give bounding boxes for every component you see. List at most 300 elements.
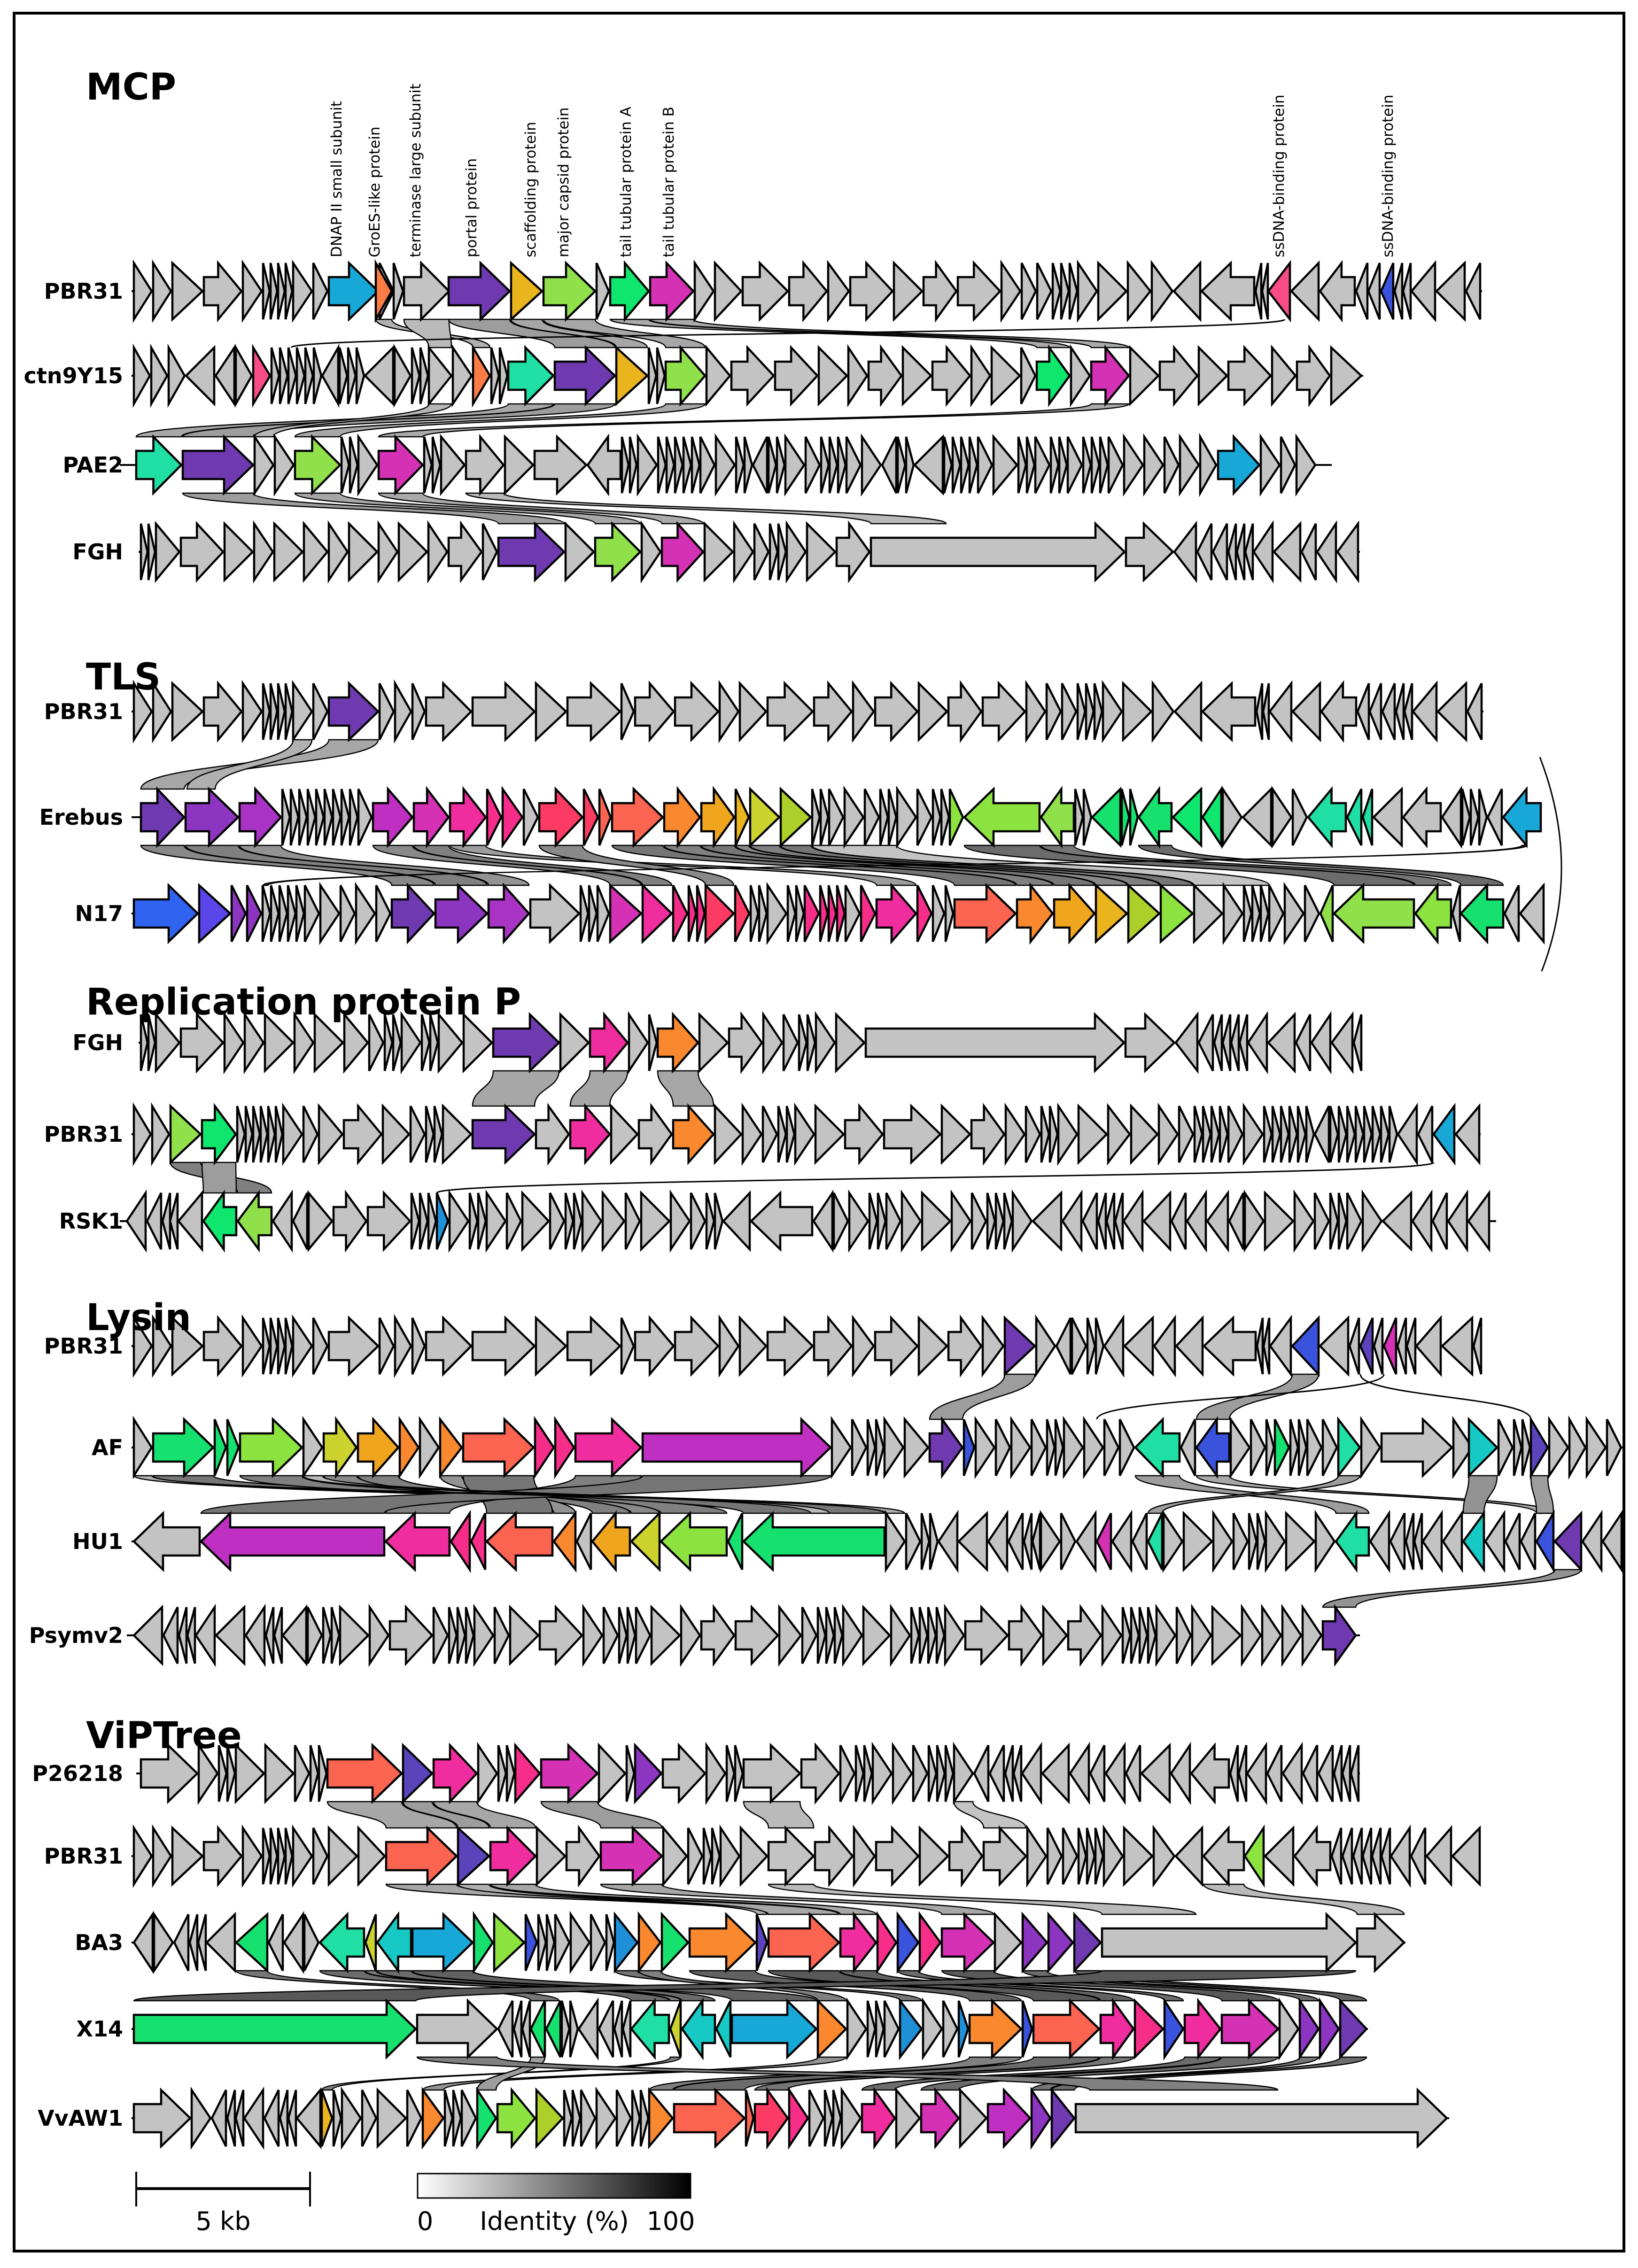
gene-arrow	[816, 1014, 835, 1071]
gene-arrow	[1199, 1014, 1213, 1071]
gene-arrow	[1213, 1513, 1232, 1570]
gene-arrow	[1001, 263, 1020, 319]
gene-arrow	[1064, 1419, 1083, 1476]
genome-label-pbr31: PBR31	[44, 699, 123, 724]
gene-arrow	[1603, 1513, 1622, 1570]
gene-arrow	[453, 348, 472, 404]
gene-arrow	[134, 1513, 200, 1570]
gene-arrow	[842, 2090, 861, 2146]
gene-arrow	[1140, 1607, 1147, 1664]
gene-arrow	[440, 1419, 462, 1476]
gene-arrow	[1126, 1014, 1174, 1071]
gene-arrow	[1360, 1318, 1373, 1374]
gene-arrow	[1058, 1106, 1077, 1162]
gene-arrow	[295, 437, 340, 493]
section-tls	[39, 656, 1561, 971]
gene-function-label: ssDNA-binding protein	[1271, 94, 1288, 257]
gene-arrow	[327, 1745, 402, 1802]
gene-arrow	[1179, 1106, 1193, 1162]
gene-arrow	[835, 1607, 842, 1664]
gene-arrow	[293, 683, 312, 740]
gene-arrow	[943, 2001, 957, 2057]
gene-arrow	[153, 1419, 213, 1476]
gene-arrow	[1014, 1745, 1021, 1802]
gene-arrow	[571, 1914, 590, 1971]
gene-arrow	[723, 1193, 750, 1249]
gene-arrow	[190, 1914, 197, 1971]
gene-arrow	[1315, 1106, 1329, 1162]
gene-arrow	[880, 789, 888, 845]
gene-arrow	[350, 789, 357, 845]
gene-arrow	[1164, 1513, 1182, 1570]
gene-arrow	[153, 1828, 171, 1884]
gene-arrow	[1083, 437, 1091, 493]
gene-arrow	[920, 1828, 948, 1884]
gene-arrow	[1130, 348, 1158, 404]
gene-arrow	[691, 1193, 705, 1249]
gene-arrow	[775, 348, 817, 404]
gene-arrow	[1101, 2001, 1133, 2057]
gene-arrow	[933, 885, 944, 942]
gene-arrow	[799, 1014, 807, 1071]
gene-arrow	[276, 1106, 282, 1162]
gene-arrow	[334, 2090, 341, 2146]
gene-arrow	[1531, 1419, 1548, 1476]
gene-arrow	[1503, 789, 1541, 845]
gene-arrow	[293, 1193, 307, 1249]
gene-arrow	[611, 1106, 637, 1162]
gene-arrow	[365, 348, 393, 404]
gene-arrow	[370, 1607, 388, 1664]
gene-arrow	[983, 1318, 1003, 1374]
gene-arrow	[1452, 1828, 1480, 1884]
gene-arrow	[1270, 1318, 1291, 1374]
gene-arrow	[1054, 885, 1095, 942]
gene-arrow	[426, 683, 471, 740]
gene-arrow	[1281, 1106, 1289, 1162]
gene-arrow	[134, 1106, 151, 1162]
gene-arrow	[843, 1607, 862, 1664]
gene-arrow	[1152, 263, 1172, 319]
gene-arrow	[152, 1106, 169, 1162]
gene-arrow	[435, 885, 487, 942]
gene-arrow	[1037, 263, 1051, 319]
gene-arrow	[1171, 1745, 1190, 1802]
gene-arrow	[1098, 1193, 1106, 1249]
gene-arrow	[964, 1419, 974, 1476]
gene-arrow	[1403, 263, 1411, 319]
gene-arrow	[204, 683, 241, 740]
gene-arrow	[288, 348, 296, 404]
gene-arrow	[1104, 1419, 1118, 1476]
gene-arrow	[1033, 2001, 1099, 2057]
gene-arrow	[1273, 789, 1291, 845]
gene-arrow	[268, 1106, 275, 1162]
gene-arrow	[1442, 1318, 1472, 1374]
gene-arrow	[1005, 1745, 1013, 1802]
gene-arrow	[271, 1828, 277, 1884]
gene-arrow	[400, 1419, 419, 1476]
gene-arrow	[946, 885, 953, 942]
gene-arrow	[1033, 1193, 1061, 1249]
gene-arrow	[390, 1607, 432, 1664]
gene-arrow	[1212, 1607, 1241, 1664]
gene-arrow	[954, 1745, 973, 1802]
gene-arrow	[1180, 437, 1199, 493]
gene-arrow	[313, 1318, 327, 1374]
gene-arrow	[263, 885, 270, 942]
gene-arrow	[163, 1193, 170, 1249]
gene-arrow	[510, 1607, 538, 1664]
gene-arrow	[735, 1745, 743, 1802]
gene-arrow	[147, 1193, 161, 1249]
gene-arrow	[706, 348, 730, 404]
gene-arrow	[305, 348, 313, 404]
gene-arrow	[1297, 348, 1330, 404]
gene-arrow	[207, 1914, 235, 1971]
gene-arrow	[134, 1419, 152, 1476]
gene-arrow	[449, 1607, 457, 1664]
gene-arrow	[706, 885, 734, 942]
gene-arrow	[690, 1914, 755, 1971]
gene-arrow	[628, 1607, 635, 1664]
gene-arrow	[584, 789, 598, 845]
gene-arrow	[894, 263, 922, 319]
gene-arrow	[1204, 1318, 1256, 1374]
homology-link	[1196, 1374, 1319, 1419]
gene-arrow	[856, 1745, 863, 1802]
gene-arrow	[1391, 1828, 1410, 1884]
gene-arrow	[313, 683, 327, 740]
gene-arrow	[597, 2090, 615, 2146]
gene-arrow	[394, 263, 403, 319]
gene-arrow	[1281, 437, 1295, 493]
gene-arrow	[582, 1193, 601, 1249]
gene-arrow	[134, 348, 150, 404]
gene-arrow	[682, 2001, 715, 2057]
gene-arrow	[1351, 1745, 1359, 1802]
gene-arrow	[236, 2090, 243, 2146]
gene-arrow	[619, 1607, 627, 1664]
gene-arrow	[626, 1193, 640, 1249]
gene-arrow	[1265, 1193, 1293, 1249]
gene-arrow	[1252, 885, 1260, 942]
gene-arrow	[604, 1607, 618, 1664]
homology-line	[1097, 1374, 1384, 1419]
gene-arrow	[598, 885, 609, 942]
gene-arrow	[1245, 1193, 1264, 1249]
gene-arrow	[350, 437, 357, 493]
gene-arrow	[1485, 1513, 1504, 1570]
gene-arrow	[1032, 1419, 1046, 1476]
gene-arrow	[151, 348, 167, 404]
gene-arrow	[932, 348, 970, 404]
gene-arrow	[313, 1828, 327, 1884]
gene-arrow	[395, 348, 411, 404]
gene-arrow	[657, 348, 665, 404]
gene-arrow	[253, 348, 270, 404]
gene-arrow	[1343, 1745, 1350, 1802]
section-replication-protein-p	[44, 981, 1496, 1249]
gene-arrow	[1124, 1828, 1152, 1884]
section-title: TLS	[86, 656, 161, 698]
gene-arrow	[1112, 1513, 1131, 1570]
gene-arrow	[429, 348, 451, 404]
gene-arrow	[225, 524, 253, 580]
gene-arrow	[854, 1828, 875, 1884]
gene-arrow	[562, 2001, 569, 2057]
gene-arrow	[1448, 1193, 1467, 1249]
gene-arrow	[1247, 1745, 1266, 1802]
gene-arrow	[236, 348, 252, 404]
gene-arrow	[965, 1607, 1008, 1664]
gene-arrow	[1072, 1318, 1086, 1374]
gene-arrow	[1087, 1828, 1095, 1884]
gene-arrow	[134, 2001, 416, 2057]
gene-arrow	[988, 2090, 1030, 2146]
gene-arrow	[944, 437, 952, 493]
gene-arrow	[329, 1318, 378, 1374]
gene-arrow	[1047, 1419, 1055, 1476]
gene-arrow	[838, 437, 846, 493]
gene-arrow	[706, 1193, 714, 1249]
gene-arrow	[1269, 885, 1283, 942]
gene-arrow	[802, 1607, 816, 1664]
gene-arrow	[420, 1193, 427, 1249]
gene-arrow	[426, 1318, 471, 1374]
gene-arrow	[1109, 437, 1123, 493]
gene-arrow	[1234, 1513, 1248, 1570]
gene-arrow	[1231, 1419, 1250, 1476]
gene-arrow	[805, 885, 819, 942]
gene-arrow	[1009, 1513, 1023, 1570]
gene-arrow	[1095, 683, 1102, 740]
gene-arrow	[273, 1193, 292, 1249]
gene-arrow	[202, 1106, 236, 1162]
gene-arrow	[246, 1607, 264, 1664]
gene-arrow	[1257, 683, 1262, 740]
gene-arrow	[1382, 1419, 1452, 1476]
gene-arrow	[875, 683, 917, 740]
gene-arrow	[1148, 1513, 1162, 1570]
gene-arrow	[386, 1513, 450, 1570]
gene-arrow	[253, 1106, 260, 1162]
gene-arrow	[1159, 1106, 1178, 1162]
gene-arrow	[902, 1193, 921, 1249]
gene-arrow	[806, 437, 820, 493]
homology-link	[1203, 1884, 1404, 1914]
gene-arrow	[583, 1607, 602, 1664]
gene-arrow	[622, 437, 629, 493]
gene-arrow	[1296, 437, 1315, 493]
gene-arrow	[848, 348, 867, 404]
gene-arrow	[960, 2090, 986, 2146]
gene-arrow	[342, 789, 349, 845]
identity-max-label: 100	[646, 2206, 695, 2236]
gene-arrow	[662, 1914, 688, 1971]
gene-arrow	[731, 348, 774, 404]
gene-arrow	[365, 1914, 376, 1971]
gene-arrow	[1263, 683, 1269, 740]
gene-arrow	[1231, 1014, 1239, 1071]
gene-arrow	[203, 1193, 236, 1249]
gene-arrow	[333, 789, 341, 845]
gene-arrow	[236, 1914, 267, 1971]
gene-arrow	[1154, 1318, 1175, 1374]
gene-arrow	[1131, 1106, 1157, 1162]
gene-arrow	[1006, 1106, 1025, 1162]
gene-arrow	[1521, 1513, 1535, 1570]
gene-arrow	[812, 789, 820, 845]
genome-label-fgh: FGH	[72, 1030, 123, 1055]
gene-arrow	[323, 1607, 331, 1664]
gene-arrow	[295, 1745, 309, 1802]
gene-arrow	[296, 885, 304, 942]
gene-arrow	[357, 348, 364, 404]
gene-arrow	[1154, 1828, 1174, 1884]
gene-arrow	[1222, 2001, 1278, 2057]
gene-arrow	[1396, 683, 1404, 740]
gene-arrow	[1268, 1014, 1295, 1071]
gene-arrow	[308, 1607, 322, 1664]
gene-arrow	[1243, 789, 1271, 845]
gene-arrow	[641, 1193, 669, 1249]
gene-arrow	[1017, 885, 1053, 942]
gene-arrow	[649, 348, 656, 404]
gene-arrow	[630, 437, 637, 493]
gene-arrow	[1300, 2001, 1319, 2057]
gene-arrow	[675, 683, 718, 740]
gene-arrow	[755, 2090, 788, 2146]
gene-arrow	[1463, 1513, 1484, 1570]
gene-arrow	[240, 1419, 302, 1476]
gene-arrow	[1405, 683, 1412, 740]
gene-arrow	[497, 2090, 535, 2146]
gene-arrow	[701, 1607, 734, 1664]
gene-arrow	[1164, 437, 1179, 493]
genome-label-n17: N17	[75, 901, 123, 926]
homology-link	[954, 1802, 1026, 1828]
gene-arrow	[280, 348, 287, 404]
gene-arrow	[1213, 524, 1227, 580]
gene-arrow	[1041, 1106, 1049, 1162]
gene-arrow	[673, 885, 687, 942]
gene-arrow	[616, 348, 647, 404]
gene-arrow	[906, 1513, 920, 1570]
gene-arrow	[849, 1193, 868, 1249]
gene-arrow	[821, 437, 829, 493]
gene-arrow	[341, 885, 355, 942]
gene-arrow	[700, 437, 714, 493]
gene-arrow	[681, 1607, 700, 1664]
gene-arrow	[837, 524, 869, 580]
gene-arrow	[671, 1193, 690, 1249]
gene-arrow	[911, 1607, 919, 1664]
gene-arrow	[247, 885, 261, 942]
gene-arrow	[643, 885, 672, 942]
gene-arrow	[1466, 263, 1480, 319]
gene-arrow	[1264, 1106, 1272, 1162]
gene-arrow	[623, 2001, 630, 2057]
gene-arrow	[1135, 1419, 1180, 1476]
gene-arrow	[941, 789, 949, 845]
gene-arrow	[1228, 524, 1236, 580]
gene-arrow	[1285, 885, 1304, 942]
gene-arrow	[663, 1828, 687, 1884]
gene-arrow	[1126, 524, 1173, 580]
gene-arrow	[814, 683, 852, 740]
gene-arrow	[1036, 1318, 1055, 1374]
gene-arrow	[833, 2090, 841, 2146]
gene-arrow	[392, 885, 434, 942]
gene-arrow	[915, 437, 943, 493]
gene-arrow	[658, 437, 666, 493]
gene-arrow	[286, 683, 292, 740]
gene-arrow	[716, 437, 735, 493]
gene-arrow	[591, 1914, 605, 1971]
gene-arrow	[577, 1513, 591, 1570]
gene-arrow	[293, 1318, 312, 1374]
gene-arrow	[1104, 1828, 1123, 1884]
gene-arrow	[403, 1745, 432, 1802]
gene-arrow	[695, 263, 714, 319]
gene-arrow	[787, 524, 806, 580]
gene-arrow	[530, 885, 579, 942]
gene-arrow	[882, 437, 896, 493]
gene-arrow	[269, 1914, 283, 1971]
gene-arrow	[1456, 1106, 1479, 1162]
gene-arrow	[861, 885, 875, 942]
gene-arrow	[697, 885, 705, 942]
genome-label-vvaw1: VvAW1	[38, 2105, 123, 2131]
gene-arrow	[631, 2001, 669, 2057]
gene-arrow	[1273, 1106, 1280, 1162]
gene-arrow	[503, 789, 522, 845]
gene-arrow	[1479, 789, 1487, 845]
gene-arrow	[414, 789, 449, 845]
gene-arrow	[1024, 1513, 1032, 1570]
gene-arrow	[1042, 1745, 1069, 1802]
gene-arrow	[511, 263, 542, 319]
gene-arrow	[1218, 437, 1259, 493]
gene-arrow	[1023, 2001, 1032, 2057]
gene-arrow	[876, 1828, 918, 1884]
gene-arrow	[1032, 2090, 1050, 2146]
gene-arrow	[1364, 1106, 1372, 1162]
section-mcp	[24, 66, 1482, 580]
gene-arrow	[1100, 437, 1108, 493]
gene-arrow	[483, 524, 497, 580]
gene-arrow	[383, 1106, 409, 1162]
gene-arrow	[952, 1193, 970, 1249]
gene-arrow	[498, 2001, 512, 2057]
gene-arrow	[1023, 1914, 1047, 1971]
gene-arrow	[865, 789, 879, 845]
gene-arrow	[535, 437, 586, 493]
gene-arrow	[1187, 1193, 1206, 1249]
gene-arrow	[715, 1193, 722, 1249]
homology-link	[658, 1071, 714, 1106]
gene-arrow	[1306, 1106, 1314, 1162]
gene-arrow	[1181, 1419, 1195, 1476]
gene-arrow	[1296, 1014, 1310, 1071]
gene-arrow	[898, 437, 905, 493]
gene-arrow	[1270, 683, 1291, 740]
gene-arrow	[199, 885, 230, 942]
gene-function-label: tail tubular protein B	[660, 107, 677, 257]
gene-arrow	[1203, 789, 1221, 845]
gene-arrow	[846, 437, 861, 493]
